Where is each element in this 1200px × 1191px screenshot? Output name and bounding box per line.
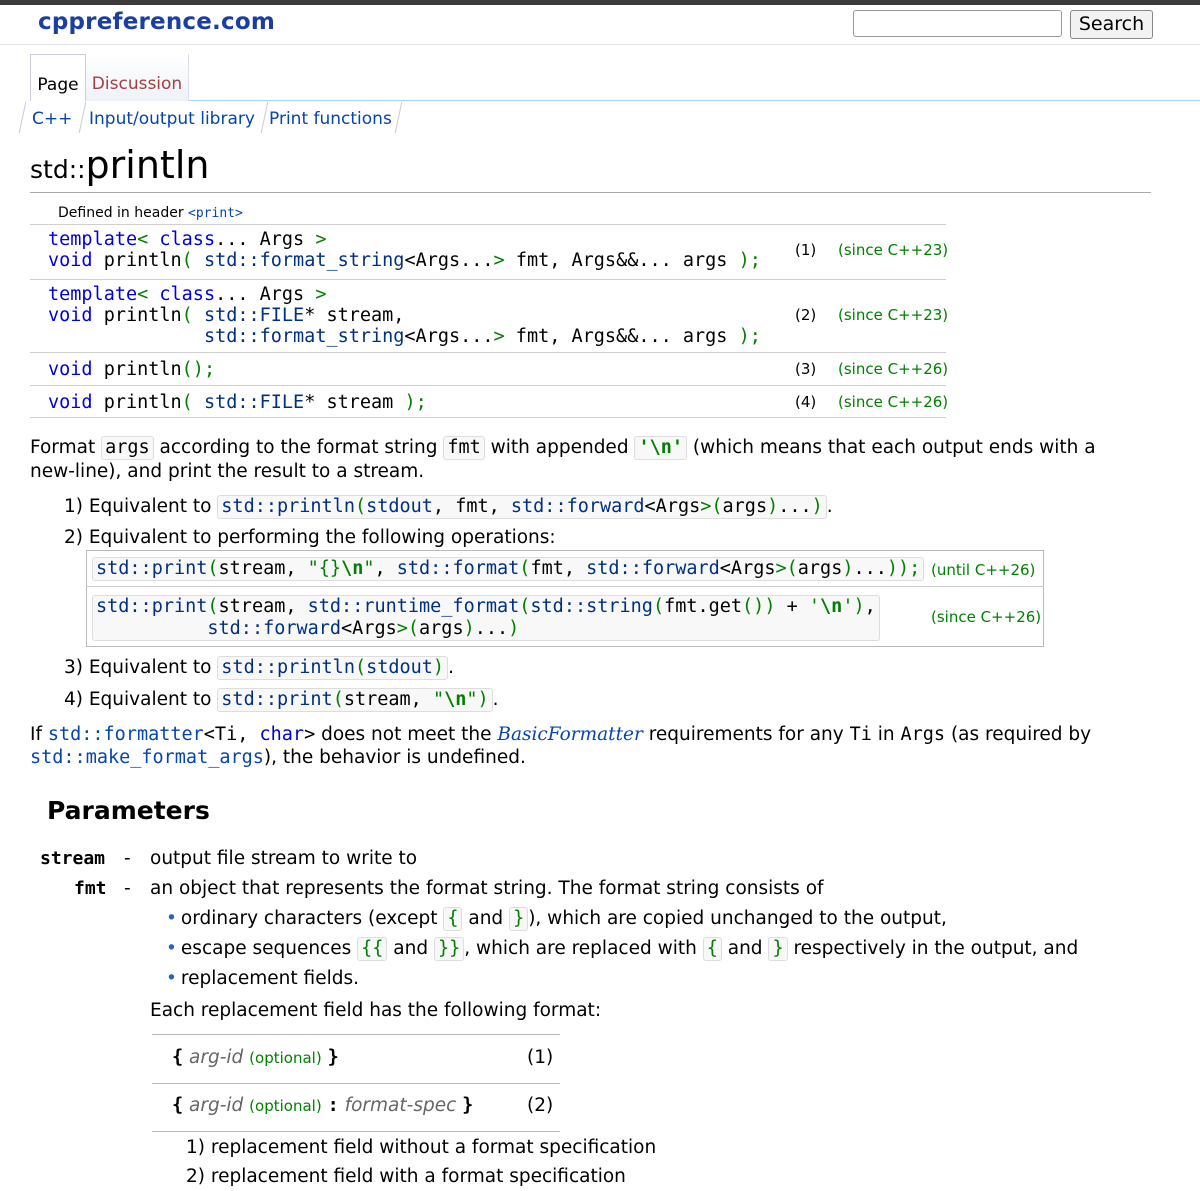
top-bar (0, 0, 1200, 5)
declaration-divider (30, 279, 946, 280)
operations-divider (86, 586, 1044, 587)
description-paragraph-1-line-2: new-line), and print the result to a stream. (30, 461, 425, 482)
equivalent-item-4: 4) Equivalent to std::print(stream, "\n") . (64, 689, 499, 710)
format-intro: Each replacement field has the following format: (150, 1000, 602, 1021)
breadcrumb-separator (79, 102, 87, 133)
equivalent-item-3: 3) Equivalent to std::println(stdout) . (64, 657, 454, 678)
make-format-args-link[interactable]: std::make_format_args (30, 747, 264, 768)
description-paragraph-1: Format args according to the format string fmt with appended '\n' (which means that each output ends with a (30, 437, 1096, 458)
breadcrumb-separator (261, 102, 269, 133)
list-item: • replacement fields. (166, 968, 359, 989)
operation-until-cpp26: std::print(stream, "{}\n", std::format(fmt, std::forward<Args>(args)...)); (92, 557, 924, 581)
tab-page[interactable]: Page (30, 54, 86, 101)
description-paragraph-2-line-2: std::make_format_args), the behavior is undefined. (30, 747, 526, 768)
defined-in-header: Defined in header <print> (58, 205, 243, 221)
tab-discussion[interactable]: Discussion (86, 54, 189, 101)
param-dash: - (124, 878, 131, 899)
list-item: • ordinary characters (except { and } ), which are copied unchanged to the output, (166, 907, 947, 931)
declaration-divider (30, 417, 946, 418)
declaration-divider (30, 352, 946, 353)
format-row-2-number: (2) (527, 1095, 554, 1116)
declaration-2-number: (2) (795, 306, 817, 324)
breadcrumb-separator (395, 102, 403, 133)
declaration-1: template< class... Args > void println( std::format_string<Args...> fmt, Args&&... args ); (48, 229, 761, 271)
format-row-1-number: (1) (527, 1047, 554, 1068)
search-input[interactable] (853, 10, 1062, 37)
parameters-heading: Parameters (47, 796, 210, 825)
format-row-1: { arg-id (optional) } (172, 1047, 339, 1068)
declaration-1-number: (1) (795, 241, 817, 259)
format-table-divider (152, 1131, 560, 1132)
header-divider (0, 44, 1200, 45)
declaration-3: void println(); (48, 359, 216, 380)
page-title: std::println (30, 143, 210, 187)
param-fmt-desc: an object that represents the format string. The format string consists of (150, 878, 824, 899)
param-fmt-name: fmt (74, 878, 107, 899)
format-note-1: 1) replacement field without a format specification (186, 1137, 657, 1158)
breadcrumb-print-functions[interactable]: Print functions (269, 109, 392, 129)
declaration-divider (30, 385, 946, 386)
format-table-divider (152, 1083, 560, 1084)
until-cpp26-label: (until C++26) (931, 561, 1036, 579)
equivalent-item-2: 2) Equivalent to performing the following operations: (64, 527, 556, 548)
equivalent-item-1: 1) Equivalent to std::println(stdout, fmt, std::forward<Args>(args)...) . (64, 496, 833, 517)
list-item: • escape sequences {{ and }} , which are replaced with { and } respectively in the output, and (166, 937, 1078, 961)
format-row-2: { arg-id (optional) : format-spec } (172, 1095, 474, 1116)
declaration-4: void println( std::FILE* stream ); (48, 392, 427, 413)
declaration-4-since: (since C++26) (838, 393, 949, 411)
breadcrumb-cpp[interactable]: C++ (32, 109, 73, 129)
declaration-3-number: (3) (795, 360, 817, 378)
param-stream-name: stream (40, 848, 106, 869)
breadcrumb-separator (19, 102, 27, 133)
declaration-4-number: (4) (795, 393, 817, 411)
breadcrumb-io-library[interactable]: Input/output library (89, 109, 255, 129)
title-divider (30, 192, 1151, 193)
basic-formatter-link[interactable]: BasicFormatter (497, 724, 643, 745)
param-stream-desc: output file stream to write to (150, 848, 418, 869)
site-logo[interactable]: cppreference.com (38, 9, 275, 35)
format-note-2: 2) replacement field with a format specification (186, 1166, 626, 1187)
declaration-1-since: (since C++23) (838, 241, 949, 259)
search-button[interactable]: Search (1070, 10, 1153, 39)
param-dash: - (124, 848, 131, 869)
declaration-2-since: (since C++23) (838, 306, 949, 324)
declaration-divider (30, 224, 946, 225)
format-table-divider (152, 1034, 560, 1035)
since-cpp26-label: (since C++26) (931, 608, 1042, 626)
declaration-3-since: (since C++26) (838, 360, 949, 378)
operation-since-cpp26: std::print(stream, std::runtime_format(std::string(fmt.get()) + '\n'), std::forward<Args>(args)...) (92, 595, 880, 641)
description-paragraph-2: If std::formatter<Ti, char> does not meet the BasicFormatter requirements for any Ti in Args (as required by (30, 724, 1092, 745)
header-link[interactable]: <print> (188, 206, 243, 221)
declaration-2: template< class... Args > void println( std::FILE* stream, std::format_string<Args...> fmt, Args&&... args ); (48, 284, 761, 347)
